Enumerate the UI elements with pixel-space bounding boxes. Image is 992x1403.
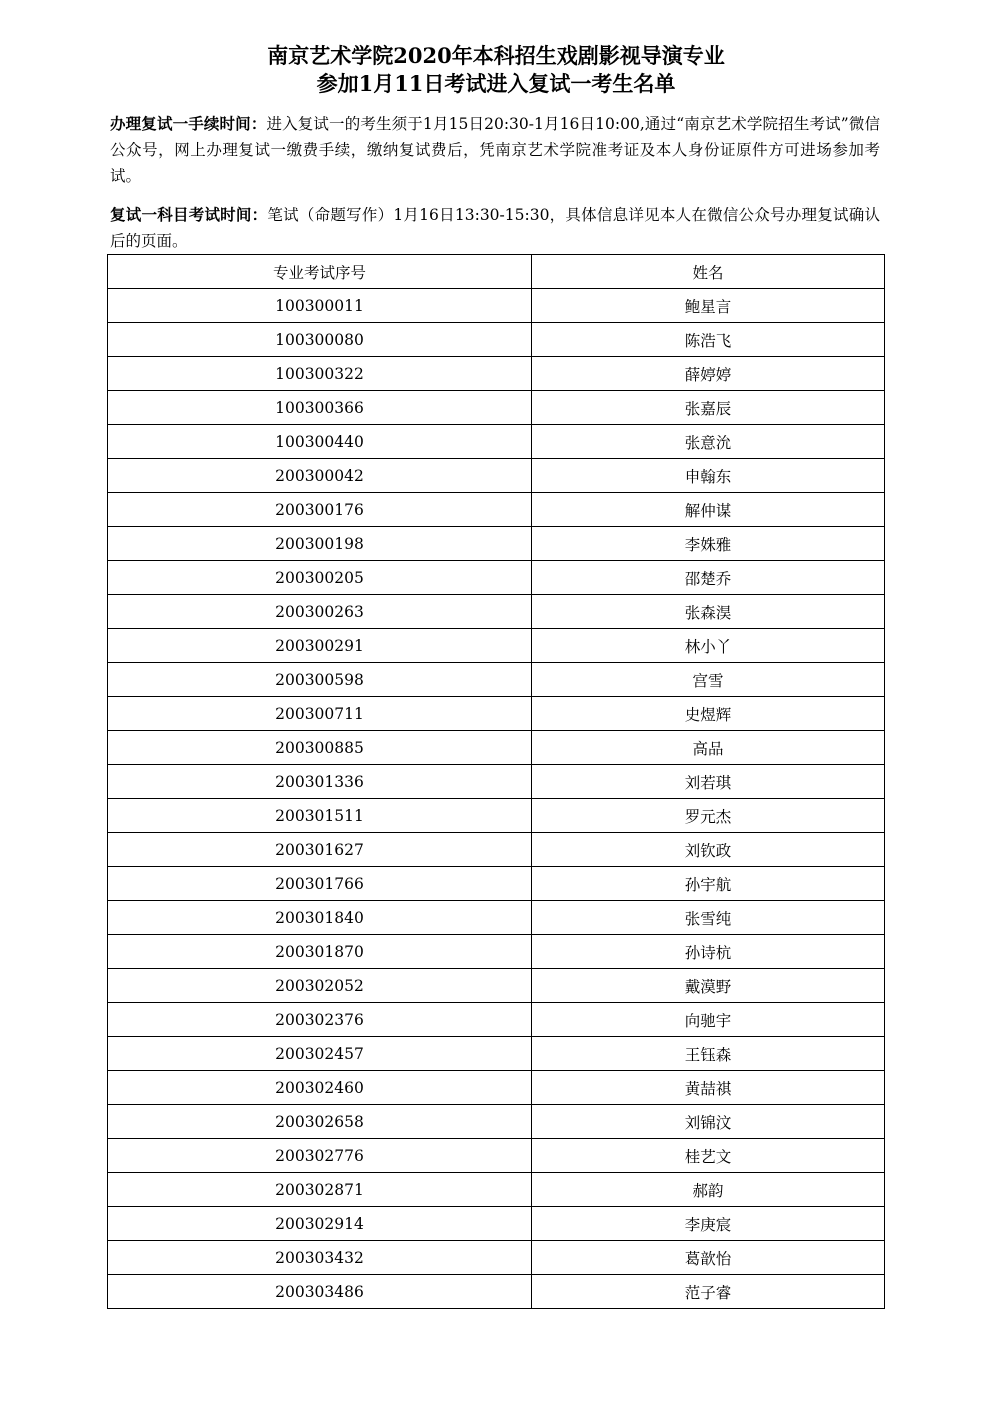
exam-number-cell: 200301840 [108,901,532,935]
table-row [108,765,885,799]
exam-number-cell: 200300263 [108,595,532,629]
exam-number-cell: 200301511 [108,799,532,833]
exam-number-cell: 200302457 [108,1037,532,1071]
table-row [108,697,885,731]
candidate-name-cell: 解仲谋 [532,493,885,527]
notice-registration [110,111,880,189]
table-row [108,289,885,323]
exam-number-cell: 200300598 [108,663,532,697]
notice-exam-time [110,202,880,254]
table-row [108,493,885,527]
candidate-table [107,254,885,1309]
candidate-name-cell: 孙诗杭 [532,935,885,969]
exam-number-cell: 200300885 [108,731,532,765]
table-row [108,1003,885,1037]
column-header-exam-number: 专业考试序号 [108,255,532,289]
table-row [108,629,885,663]
table-row [108,1071,885,1105]
table-row [108,799,885,833]
candidate-name-cell: 向驰宇 [532,1003,885,1037]
candidate-name-cell: 史煜辉 [532,697,885,731]
candidate-name-cell: 刘锦汶 [532,1105,885,1139]
table-row [108,323,885,357]
exam-number-cell: 200303486 [108,1275,532,1309]
notice-exam-time-text: 笔试（命题写作）1月16日13:30-15:30，具体信息详见本人在微信公众号办理复试确认后的页面。 [110,206,880,250]
candidate-name-cell: 郝韵 [532,1173,885,1207]
exam-number-cell: 200300176 [108,493,532,527]
candidate-name-cell: 张嘉辰 [532,391,885,425]
candidate-name-cell: 林小丫 [532,629,885,663]
exam-number-cell: 200302376 [108,1003,532,1037]
exam-number-cell: 200302460 [108,1071,532,1105]
table-row [108,901,885,935]
column-header-name: 姓名 [532,255,885,289]
notice-exam-time-label: 复试一科目考试时间： [110,205,268,224]
exam-number-cell: 100300322 [108,357,532,391]
table-row [108,1207,885,1241]
candidate-name-cell: 张森淏 [532,595,885,629]
exam-number-cell: 200302052 [108,969,532,1003]
table-row [108,595,885,629]
table-row [108,459,885,493]
exam-number-cell: 200300205 [108,561,532,595]
table-row [108,1241,885,1275]
table-row [108,731,885,765]
table-row [108,357,885,391]
candidate-name-cell: 宫雪 [532,663,885,697]
exam-number-cell: 100300440 [108,425,532,459]
table-row [108,425,885,459]
table-row [108,935,885,969]
table-header-row [108,255,885,289]
candidate-name-cell: 葛歆怡 [532,1241,885,1275]
candidate-name-cell: 王钰森 [532,1037,885,1071]
table-body [108,289,885,1309]
exam-number-cell: 200302871 [108,1173,532,1207]
table-row [108,1037,885,1071]
table-row [108,867,885,901]
candidate-name-cell: 张雪纯 [532,901,885,935]
table-row [108,833,885,867]
candidate-name-cell: 申翰东 [532,459,885,493]
candidate-name-cell: 黄喆祺 [532,1071,885,1105]
table-row [108,527,885,561]
candidate-name-cell: 戴漠野 [532,969,885,1003]
table-row [108,969,885,1003]
notice-registration-text: 进入复试一的考生须于1月15日20:30-1月16日10:00,通过“南京艺术学院招生考试”微信公众号，网上办理复试一缴费手续，缴纳复试费后，凭南京艺术学院准考证及本人身份证原件方可进场参加考试。 [110,115,880,185]
document-title-line1: 南京艺术学院2020年本科招生戏剧影视导演专业 [267,43,725,68]
table-row [108,561,885,595]
table-row [108,1139,885,1173]
candidate-name-cell: 张意沇 [532,425,885,459]
candidate-name-cell: 邵楚乔 [532,561,885,595]
exam-number-cell: 200301627 [108,833,532,867]
candidate-name-cell: 李庚宸 [532,1207,885,1241]
candidate-name-cell: 罗元杰 [532,799,885,833]
candidate-name-cell: 薛婷婷 [532,357,885,391]
notice-registration-label: 办理复试一手续时间： [110,114,267,133]
candidate-name-cell: 高品 [532,731,885,765]
exam-number-cell: 100300366 [108,391,532,425]
candidate-name-cell: 鲍星言 [532,289,885,323]
table-row [108,1275,885,1309]
candidate-name-cell: 李姝雅 [532,527,885,561]
exam-number-cell: 200301870 [108,935,532,969]
exam-number-cell: 200300711 [108,697,532,731]
table-row [108,391,885,425]
candidate-name-cell: 刘钦政 [532,833,885,867]
exam-number-cell: 100300011 [108,289,532,323]
candidate-name-cell: 桂艺文 [532,1139,885,1173]
candidate-name-cell: 孙宇航 [532,867,885,901]
exam-number-cell: 200301336 [108,765,532,799]
candidate-name-cell: 陈浩飞 [532,323,885,357]
exam-number-cell: 200303432 [108,1241,532,1275]
exam-number-cell: 200300291 [108,629,532,663]
table-row [108,1105,885,1139]
table-row [108,663,885,697]
exam-number-cell: 200302658 [108,1105,532,1139]
candidate-name-cell: 范子睿 [532,1275,885,1309]
exam-number-cell: 200300198 [108,527,532,561]
exam-number-cell: 200301766 [108,867,532,901]
exam-number-cell: 200302776 [108,1139,532,1173]
candidate-name-cell: 刘若琪 [532,765,885,799]
document-title-line2: 参加1月11日考试进入复试一考生名单 [316,71,676,96]
exam-number-cell: 200302914 [108,1207,532,1241]
exam-number-cell: 200300042 [108,459,532,493]
exam-number-cell: 100300080 [108,323,532,357]
table-row [108,1173,885,1207]
